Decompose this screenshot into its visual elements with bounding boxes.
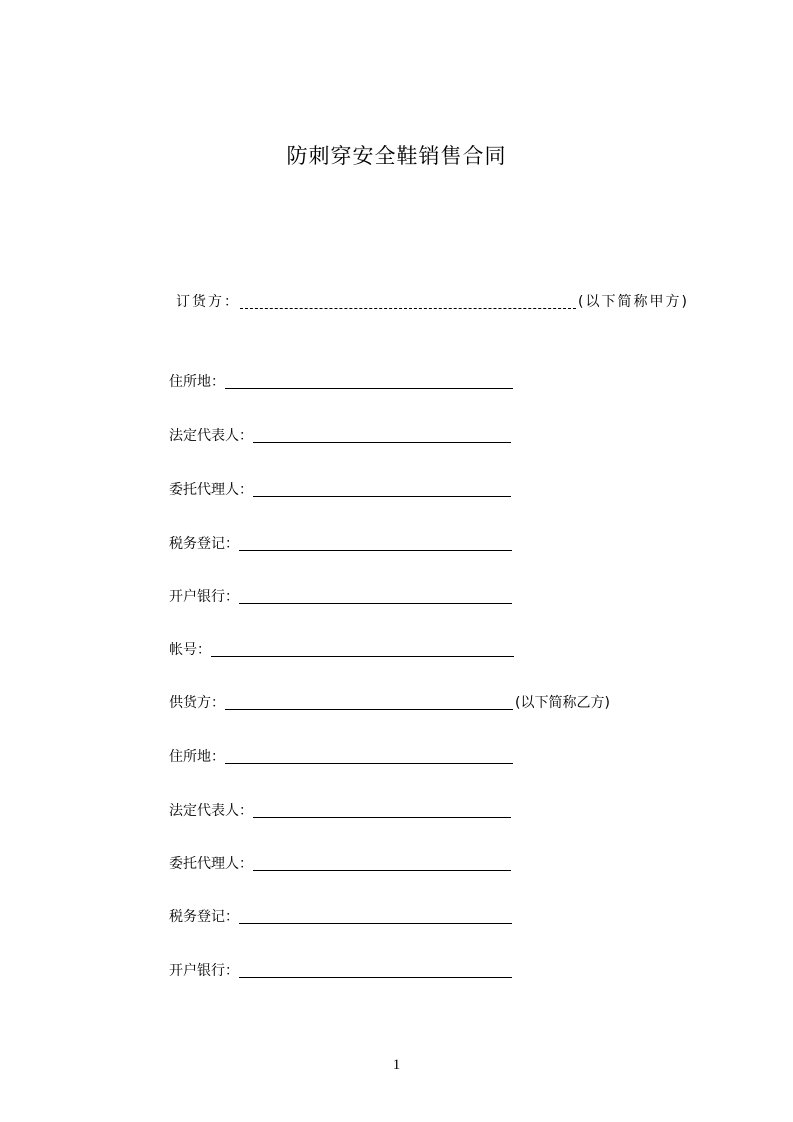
seller-party-blank[interactable]: [225, 692, 513, 710]
buyer-agent-row: [169, 477, 511, 499]
buyer-agent-blank[interactable]: [253, 479, 511, 497]
seller-address-blank[interactable]: [225, 746, 513, 764]
page-number: 1: [392, 1057, 401, 1073]
buyer-account-blank[interactable]: [211, 639, 514, 657]
seller-address-label: 住所地：: [169, 749, 225, 765]
seller-address-row: [169, 744, 513, 766]
buyer-account-label: 帐号：: [169, 642, 211, 658]
seller-bank-label: 开户银行：: [169, 963, 239, 979]
buyer-tax-label: 税务登记：: [169, 536, 239, 552]
buyer-bank-blank[interactable]: [239, 586, 512, 604]
buyer-party-label: 订货方：: [176, 294, 240, 310]
buyer-address-blank[interactable]: [225, 371, 513, 389]
buyer-party-blank[interactable]: [240, 291, 576, 309]
seller-party-suffix: (以下简称乙方): [515, 695, 610, 711]
buyer-party-row: [176, 289, 689, 311]
seller-tax-label: 税务登记：: [169, 909, 239, 925]
seller-party-label: 供货方：: [169, 695, 225, 711]
seller-bank-row: [169, 958, 512, 980]
seller-legal-rep-blank[interactable]: [253, 800, 511, 818]
buyer-tax-blank[interactable]: [239, 533, 512, 551]
buyer-agent-label: 委托代理人：: [169, 482, 253, 498]
seller-tax-row: [169, 904, 512, 926]
seller-party-row: [169, 690, 610, 712]
buyer-address-row: [169, 369, 513, 391]
buyer-address-label: 住所地：: [169, 374, 225, 390]
seller-legal-rep-label: 法定代表人：: [169, 803, 253, 819]
buyer-legal-rep-row: [169, 423, 511, 445]
seller-legal-rep-row: [169, 798, 511, 820]
buyer-bank-row: [169, 584, 512, 606]
document-title: 防刺穿安全鞋销售合同: [286, 144, 507, 168]
seller-agent-blank[interactable]: [253, 853, 511, 871]
buyer-party-suffix: (以下简称甲方): [578, 294, 689, 310]
buyer-tax-row: [169, 531, 512, 553]
buyer-bank-label: 开户银行：: [169, 589, 239, 605]
seller-agent-label: 委托代理人：: [169, 856, 253, 872]
seller-bank-blank[interactable]: [239, 960, 512, 978]
buyer-account-row: [169, 637, 514, 659]
seller-tax-blank[interactable]: [239, 906, 512, 924]
buyer-legal-rep-label: 法定代表人：: [169, 428, 253, 444]
buyer-legal-rep-blank[interactable]: [253, 425, 511, 443]
seller-agent-row: [169, 851, 511, 873]
